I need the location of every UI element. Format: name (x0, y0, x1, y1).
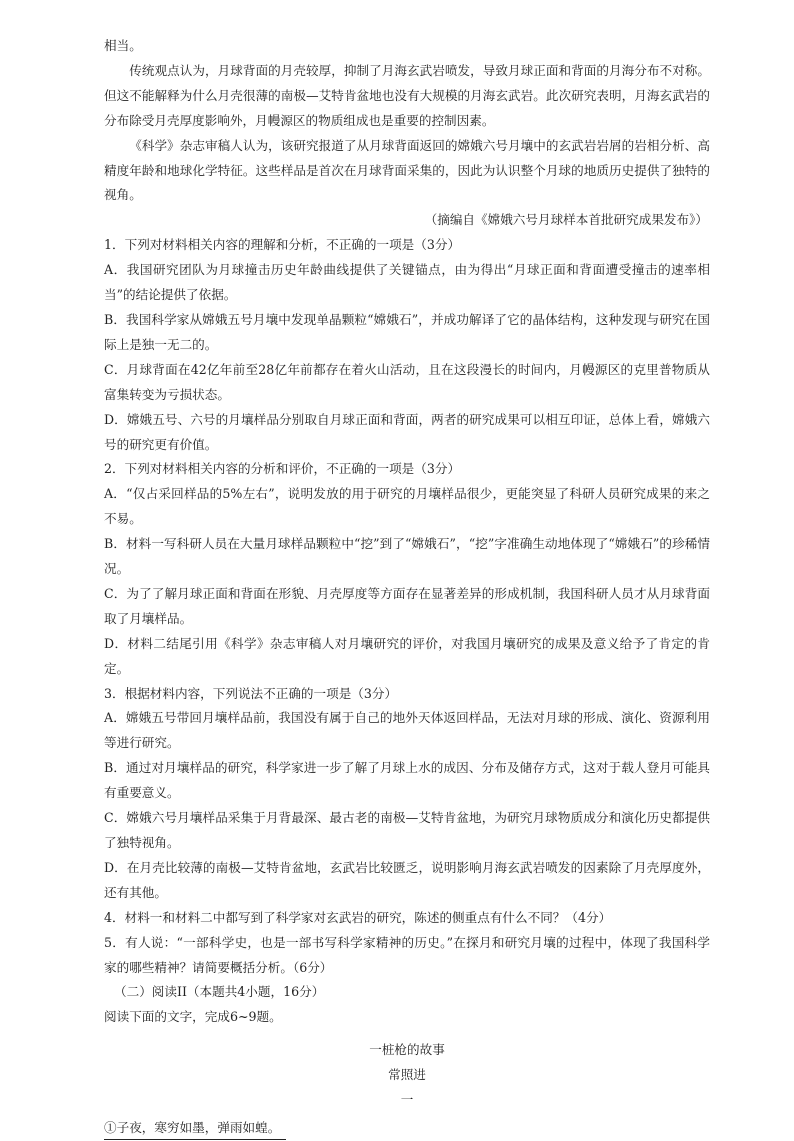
story-title: 一桩枪的故事 (369, 1042, 445, 1058)
question-1-option-d: D．嫦娥五号、六号的月壤样品分别取自月球正面和背面，两者的研究成果可以相互印证，总体上看，嫦娥六号的研究更有价值。 (104, 411, 710, 452)
question-2-option-c: C．为了了解月球正面和背面在形貌、月壳厚度等方面存在显著差异的形成机制，我国科研人员才从月球背面取了月壤样品。 (104, 585, 710, 626)
story-author: 常照进 (388, 1067, 426, 1083)
question-3-option-a: A．嫦娥五号带回月壤样品前，我国没有属于自己的地外天体返回样品，无法对月球的形成、演化、资源利用等进行研究。 (104, 710, 710, 751)
question-3-option-c: C．嫦娥六号月壤样品采集于月背最深、最古老的南极—艾特肯盆地，为研究月球物质成分和演化历史都提供了独特视角。 (104, 810, 710, 850)
question-1-option-b: B．我国科学家从嫦娥五号月壤中发现单晶颗粒“嫦娥石”，并成功解译了它的晶体结构，这种发现与研究在国际上是独一无二的。 (104, 311, 710, 352)
question-3-option-d: D．在月壳比较薄的南极—艾特肯盆地，玄武岩比较匮乏，说明影响月海玄武岩喷发的因素除了月壳厚度外，还有其他。 (104, 859, 710, 900)
top-fragment: 相当。 (104, 38, 142, 53)
section-2-heading: （二）阅读II（本题共4小题，16分） (114, 984, 325, 1000)
question-2-stem: 2．下列对材料相关内容的分析和评价，不正确的一项是（3分） (104, 461, 461, 477)
question-3-stem: 3．根据材料内容，下列说法不正确的一项是（3分） (104, 685, 398, 701)
question-5: 5．有人说：“一部科学史，也是一部书写科学家精神的历史。”在探月和研究月壤的过程中，体现了我国科学家的哪些精神？请简要概括分析。（6分） (104, 934, 710, 975)
question-2-option-b: B．材料一写科研人员在大量月球样品颗粒中“挖”到了“嫦娥石”，“挖”字准确生动地体现了“嫦娥石”的珍稀情况。 (104, 536, 710, 577)
section-2-instruction: 阅读下面的文字，完成6~9题。 (104, 1009, 282, 1025)
question-3-option-b: B．通过对月壤样品的研究，科学家进一步了解了月球上水的成因、分布及储存方式，这对于载人登月可能具有重要意义。 (104, 760, 710, 801)
question-1-stem: 1．下列对材料相关内容的理解和分析，不正确的一项是（3分） (104, 237, 461, 253)
paragraph-traditional-view: 传统观点认为，月球背面的月壳较厚，抑制了月海玄武岩喷发，导致月球正面和背面的月海分布不对称。但这不能解释为什么月壳很薄的南极—艾特肯盆地也没有大规模的月海玄武岩。此次研究表明，月海玄武岩的分布除受月壳厚度影响外，月幔源区的物质组成也是重要的控制因素。 (104, 62, 710, 128)
story-first-line: ①子夜，寒穷如墨，弹雨如蝗。 (104, 1117, 286, 1140)
paragraph-science-review: 《科学》杂志审稿人认为，该研究报道了从月球背面返回的嫦娥六号月壤中的玄武岩岩屑的岩相分析、高精度年龄和地球化学特征。这些样品是首次在月球背面采集的，因此为认识整个月球的地质历史提供了独特的视角。 (104, 137, 710, 203)
question-2-option-a: A．“仅占采回样品的5%左右”，说明发放的用于研究的月壤样品很少，更能突显了科研人员研究成果的来之不易。 (104, 486, 710, 527)
question-1-option-c: C．月球背面在42亿年前至28亿年前都存在着火山活动，且在这段漫长的时间内，月幔源区的克里普物质从富集转变为亏损状态。 (104, 361, 710, 402)
question-4: 4．材料一和材料二中都写到了科学家对玄武岩的研究，陈述的侧重点有什么不同？（4分） (104, 909, 612, 925)
source-note: （摘编自《嫦娥六号月球样本首批研究成果发布》） (424, 212, 708, 228)
story-part-number: 一 (400, 1092, 414, 1108)
question-1-option-a: A．我国研究团队为月球撞击历史年龄曲线提供了关键锚点，由为得出“月球正面和背面遭受撞击的速率相当”的结论提供了依据。 (104, 262, 710, 303)
question-2-option-d: D．材料二结尾引用《科学》杂志审稿人对月壤研究的评价，对我国月壤研究的成果及意义给予了肯定的肯定。 (104, 635, 710, 676)
